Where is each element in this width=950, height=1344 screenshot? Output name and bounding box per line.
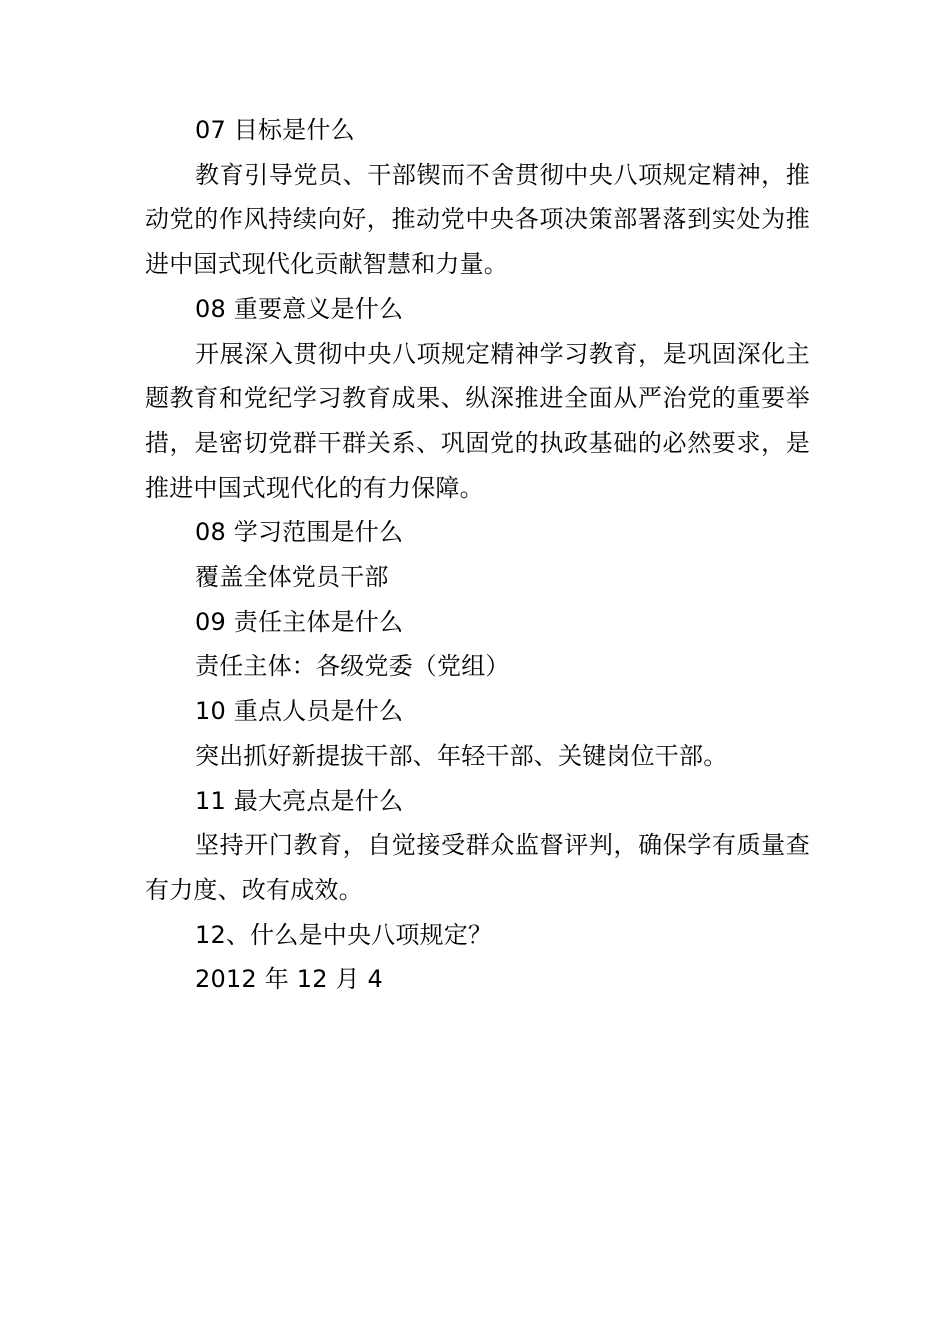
paragraph-significance: 开展深入贯彻中央八项规定精神学习教育，是巩固深化主题教育和党纪学习教育成果、纵深推进全面从严治党的重要举措，是密切党群干群关系、巩固党的执政基础的必然要求，是推进中国式现代化的有力保障。 — [145, 339, 810, 502]
heading-key-personnel: 10 重点人员是什么 — [195, 697, 404, 726]
paragraph-key-personnel: 突出抓好新提拔干部、年轻干部、关键岗位干部。 — [195, 741, 728, 770]
paragraph-highlight: 坚持开门教育，自觉接受群众监督评判，确保学有质量查有力度、改有成效。 — [145, 831, 810, 904]
heading-goal: 07 目标是什么 — [195, 116, 355, 144]
heading-responsibility: 09 责任主体是什么 — [195, 607, 404, 636]
document-body — [145, 108, 810, 1002]
heading-eight-rules: 12、什么是中央八项规定？ — [195, 920, 493, 949]
paragraph-responsibility: 责任主体：各级党委（党组） — [195, 652, 510, 681]
heading-significance: 08 重要意义是什么 — [195, 294, 404, 323]
heading-highlight: 11 最大亮点是什么 — [195, 786, 404, 815]
paragraph-eight-rules: 2012 年 12 月 4 — [195, 965, 384, 994]
paragraph-scope: 覆盖全体党员干部 — [195, 563, 389, 592]
paragraph-goal: 教育引导党员、干部锲而不舍贯彻中央八项规定精神，推动党的作风持续向好，推动党中央各项决策部署落到实处为推进中国式现代化贡献智慧和力量。 — [145, 160, 810, 279]
heading-scope: 08 学习范围是什么 — [195, 518, 404, 547]
